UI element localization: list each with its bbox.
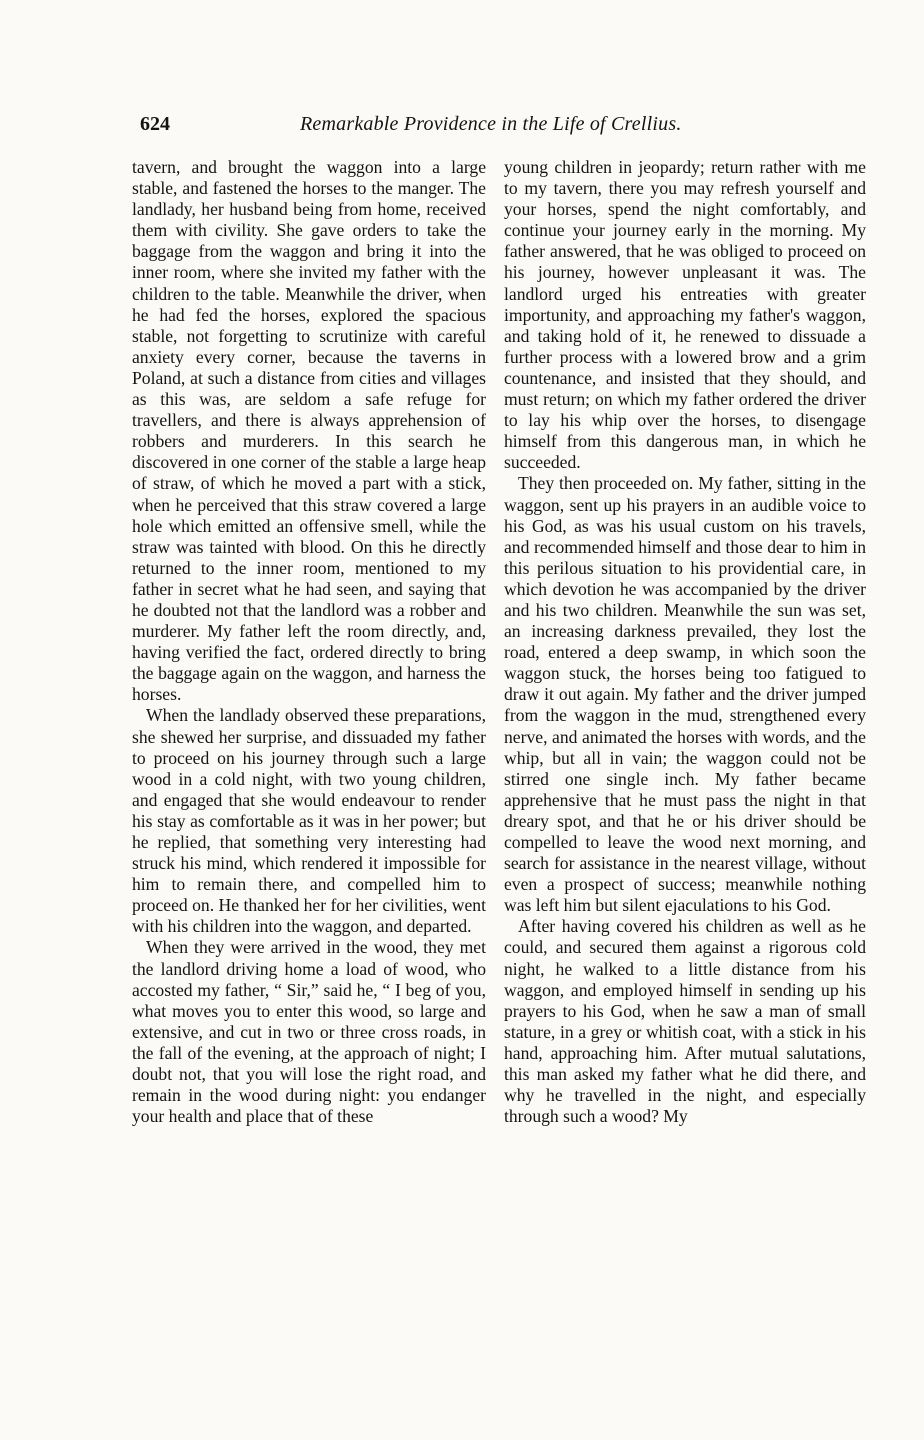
- right-column: [504, 157, 866, 1397]
- right-paragraph-2: They then proceeded on. My father, sitting in the waggon, sent up his prayers in an audible voice to his God, as was his usual custom on his travels, and recommended himself and those dear to him in this perilous situation to his providential care, in which devotion he was accompanied by the driver and his two children. Meanwhile the sun was set, an increasing darkness prevailed, they lost the road, entered a deep swamp, in which soon the waggon stuck, the horses being too fatigued to draw it out again. My father and the driver jumped from the waggon in the mud, strengthened every nerve, and animated the horses with words, and the whip, but all in vain; the waggon could not be stirred one single inch. My father became apprehensive that he must pass the night in that dreary spot, and that he or his driver should be compelled to leave the wood next morning, and search for assistance in the nearest village, without even a prospect of success; meanwhile nothing was left him but silent ejaculations to his God.: [504, 473, 866, 916]
- running-title: Remarkable Providence in the Life of Crellius.: [300, 113, 682, 135]
- left-column: [132, 157, 486, 1397]
- left-paragraph-3: When they were arrived in the wood, they met the landlord driving home a load of wood, who accosted my father, “ Sir,” said he, “ I beg of you, what moves you to enter this wood, so large and extensive, and cut in two or three cross roads, in the fall of the evening, at the approach of night; I doubt not, that you will lose the right road, and remain in the wood during night: you endanger your health and place that of these: [132, 937, 486, 1127]
- left-paragraph-1: tavern, and brought the waggon into a large stable, and fastened the horses to the manger. The landlady, her husband being from home, received them with civility. She gave orders to take the baggage from the waggon and bring it into the inner room, where she invited my father with the children to the table. Meanwhile the driver, when he had fed the horses, explored the spacious stable, not forgetting to scrutinize with careful anxiety every corner, because the taverns in Poland, at such a distance from cities and villages as this was, are seldom a safe refuge for travellers, and there is always apprehension of robbers and murderers. In this search he discovered in one corner of the stable a large heap of straw, of which he moved a part with a stick, when he perceived that this straw covered a large hole which emitted an offensive smell, while the straw was tainted with blood. On this he directly returned to the inner room, mentioned to my father in secret what he had seen, and saying that he doubted not that the landlord was a robber and murderer. My father left the room directly, and, having verified the fact, ordered directly to bring the baggage again on the waggon, and harness the horses.: [132, 157, 486, 705]
- page-number: 624: [140, 113, 170, 135]
- left-paragraph-2: When the landlady observed these preparations, she shewed her surprise, and dissuaded my father to proceed on his journey through such a large wood in a cold night, with two young children, and engaged that she would endeavour to render his stay as comfortable as it was in her power; but he replied, that something very interesting had struck his mind, which rendered it impossible for him to remain there, and compelled him to proceed on. He thanked her for her civilities, went with his children into the waggon, and departed.: [132, 705, 486, 937]
- right-paragraph-3: After having covered his children as well as he could, and secured them against a rigorous cold night, he walked to a little distance from his waggon, and employed himself in sending up his prayers to his God, when he saw a man of small stature, in a grey or whitish coat, with a stick in his hand, approaching him. After mutual salutations, this man asked my father what he did there, and why he travelled in the night, and especially through such a wood? My: [504, 916, 866, 1127]
- running-head: [140, 113, 910, 143]
- right-paragraph-1: young children in jeopardy; return rather with me to my tavern, there you may refresh yourself and your horses, spend the night comfortably, and continue your journey early in the morning. My father answered, that he was obliged to proceed on his journey, however unpleasant it was. The landlord urged his entreaties with greater importunity, and approaching my father's waggon, and taking hold of it, he renewed to dissuade a further process with a lowered brow and a grim countenance, and insisted that they should, and must return; on which my father ordered the driver to lay his whip over the horses, to disengage himself from this dangerous man, in which he succeeded.: [504, 157, 866, 473]
